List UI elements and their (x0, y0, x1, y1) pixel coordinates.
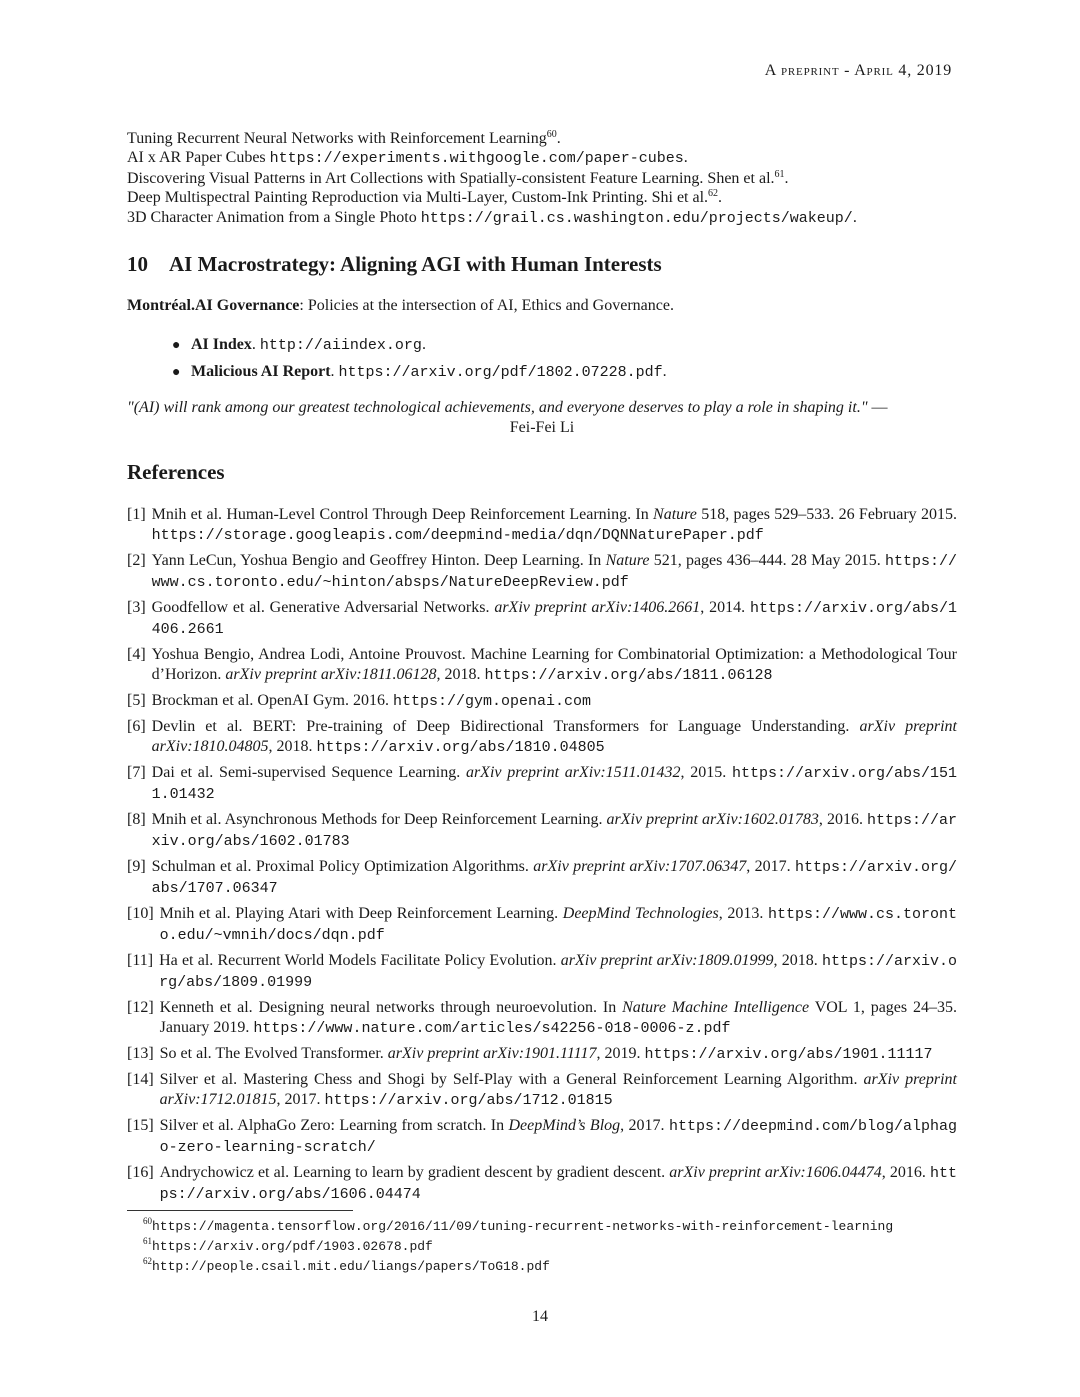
quote-dash: — (867, 399, 888, 416)
reference-text: Goodfellow et al. Generative Adversarial Networks. arXiv preprint arXiv:1406.2661, 2014. https://arxiv.org/abs/1406.2661 (151, 599, 957, 638)
intro-links (127, 129, 957, 228)
reference-url[interactable]: https://deepmind.com/blog/alphago-zero-learning-scratch/ (159, 1118, 958, 1156)
reference-label: [12] (127, 999, 154, 1016)
reference-text: Mnih et al. Asynchronous Methods for Deep Reinforcement Learning. arXiv preprint arXiv:1602.01783, 2016. https://arxiv.org/abs/1602.01783 (151, 811, 957, 850)
reference-url[interactable]: https://arxiv.org/abs/1406.2661 (151, 600, 957, 638)
reference-text: Andrychowicz et al. Learning to learn by gradient descent by gradient descent. arXiv preprint arXiv:1606.04474, 2016. https://arxiv.org/abs/1606.04474 (159, 1164, 958, 1203)
section-number: 10 (127, 252, 148, 276)
intro-line: Discovering Visual Patterns in Art Collections with Spatially-consistent Feature Learning. Shen et al.$^{61}$. (127, 168, 789, 187)
reference-item (127, 810, 957, 852)
reference-text: Silver et al. Mastering Chess and Shogi by Self-Play with a General Reinforcement Learning Algorithm. arXiv preprint arXiv:1712.01815, 2017. https://arxiv.org/abs/1712.01815 (159, 1071, 957, 1109)
list-item: ● AI Index. http://aiindex.org. (172, 332, 667, 359)
reference-text: Kenneth et al. Designing neural networks through neuroevolution. In Nature Machine Intelligence VOL 1, pages 24–35. January 2019. https://www.nature.com/articles/s42256-018-0006-z.pdf (159, 999, 957, 1037)
footnote-divider (127, 1210, 353, 1211)
reference-text: Dai et al. Semi-supervised Sequence Learning. arXiv preprint arXiv:1511.01432, 2015. https://arxiv.org/abs/1511.01432 (151, 764, 957, 803)
reference-text: Mnih et al. Playing Atari with Deep Reinforcement Learning. DeepMind Technologies, 2013. https://www.cs.toronto.edu/~vmnih/docs/dqn.pdf (159, 905, 958, 944)
footnote-item: $^{61}$https://arxiv.org/pdf/1903.02678.pdf (143, 1236, 433, 1254)
bullet-url[interactable]: https://arxiv.org/pdf/1802.07228.pdf (338, 364, 663, 381)
intro-line: Deep Multispectral Painting Reproduction via Multi-Layer, Custom-Ink Printing. Shi et al.$^{62}$. (127, 188, 723, 207)
intro-url[interactable]: https://experiments.withgoogle.com/paper-cubes (269, 150, 684, 168)
page-number: 14 (532, 1308, 548, 1325)
reference-url[interactable]: https://arxiv.org/abs/1901.11117 (644, 1046, 933, 1063)
reference-url[interactable]: https://arxiv.org/abs/1606.04474 (159, 1165, 958, 1203)
reference-url[interactable]: https://www.cs.toronto.edu/~hinton/absps/NatureDeepReview.pdf (151, 553, 958, 591)
reference-text: Devlin et al. BERT: Pre-training of Deep Bidirectional Transformers for Language Understanding. arXiv preprint arXiv:1810.04805, 2018. https://arxiv.org/abs/1810.04805 (151, 718, 958, 756)
reference-label: [8] (127, 811, 146, 828)
governance-text: : Policies at the intersection of AI, Ethics and Governance. (299, 297, 674, 314)
reference-item (127, 1044, 957, 1065)
reference-label: [3] (127, 599, 146, 616)
reference-text: Yoshua Bengio, Andrea Lodi, Antoine Prouvost. Machine Learning for Combinatorial Optimization: a Methodological Tour d’Horizon. arXiv preprint arXiv:1811.06128, 2018. https://arxiv.org/abs/1811.06128 (151, 646, 957, 684)
running-header-text: A preprint - April 4, 2019 (764, 62, 952, 79)
reference-item (127, 598, 957, 640)
reference-text: Ha et al. Recurrent World Models Facilitate Policy Evolution. arXiv preprint arXiv:1809.01999, 2018. https://arxiv.org/abs/1809.01999 (159, 952, 958, 991)
reference-label: [2] (127, 552, 146, 569)
reference-item (127, 691, 957, 712)
reference-label: [9] (127, 858, 146, 875)
reference-text: Mnih et al. Human-Level Control Through Deep Reinforcement Learning. In Nature 518, pages 529–533. 26 February 2015. https://storage.googleapis.com/deepmind-media/dqn/DQNNaturePaper.pdf (151, 506, 957, 544)
reference-text: Yann LeCun, Yoshua Bengio and Geoffrey Hinton. Deep Learning. In Nature 521, pages 436–444. 28 May 2015. https://www.cs.toronto.edu/~hinton/absps/NatureDeepReview.pdf (151, 552, 958, 591)
footnote-url[interactable]: https://magenta.tensorflow.org/2016/11/09/tuning-recurrent-networks-with-reinforcement-learning (152, 1219, 894, 1234)
reference-item (127, 551, 957, 593)
bullet-url[interactable]: http://aiindex.org (259, 337, 422, 354)
reference-url[interactable]: https://arxiv.org/abs/1511.01432 (151, 765, 957, 803)
reference-label: [16] (127, 1164, 154, 1181)
reference-label: [14] (127, 1071, 154, 1088)
reference-url[interactable]: https://gym.openai.com (392, 693, 591, 710)
reference-url[interactable]: https://storage.googleapis.com/deepmind-media/dqn/DQNNaturePaper.pdf (151, 527, 764, 544)
reference-item (127, 951, 957, 993)
reference-item (127, 904, 957, 946)
reference-label: [4] (127, 646, 146, 663)
footnote-item: $^{60}$https://magenta.tensorflow.org/2016/11/09/tuning-recurrent-networks-with-reinforcement-learning (143, 1216, 894, 1234)
governance-label: Montréal.AI Governance (127, 297, 300, 314)
reference-item (127, 998, 957, 1039)
reference-item (127, 857, 957, 899)
section-title: AI Macrostrategy: Aligning AGI with Human Interests (169, 252, 662, 276)
running-header (765, 62, 952, 80)
references-list (127, 505, 957, 1210)
reference-label: [1] (127, 506, 146, 523)
intro-url[interactable]: https://grail.cs.washington.edu/projects/wakeup/ (420, 209, 853, 227)
quote (127, 398, 957, 438)
list-item: ● Malicious AI Report. https://arxiv.org/pdf/1802.07228.pdf. (172, 359, 667, 386)
reference-item (127, 1163, 957, 1205)
bullet-icon: ● (172, 338, 181, 353)
footnote-item: $^{62}$http://people.csail.mit.edu/liangs/papers/ToG18.pdf (143, 1256, 550, 1274)
reference-url[interactable]: https://arxiv.org/abs/1707.06347 (151, 859, 957, 897)
reference-url[interactable]: https://arxiv.org/abs/1811.06128 (484, 667, 773, 684)
reference-url[interactable]: https://www.cs.toronto.edu/~vmnih/docs/dqn.pdf (159, 906, 958, 944)
reference-label: [5] (127, 692, 146, 709)
reference-url[interactable]: https://arxiv.org/abs/1810.04805 (316, 739, 605, 756)
reference-item (127, 505, 957, 546)
reference-text: Schulman et al. Proximal Policy Optimization Algorithms. arXiv preprint arXiv:1707.06347, 2017. https://arxiv.org/abs/1707.06347 (151, 858, 957, 897)
reference-label: [15] (127, 1117, 154, 1134)
reference-item (127, 1070, 957, 1111)
intro-line: AI x AR Paper Cubes https://experiments.withgoogle.com/paper-cubes. (127, 149, 688, 168)
intro-line: Tuning Recurrent Neural Networks with Reinforcement Learning$^{60}$. (127, 129, 561, 147)
reference-text: Silver et al. AlphaGo Zero: Learning from scratch. In DeepMind’s Blog, 2017. https://deepmind.com/blog/alphago-zero-learning-scratch/ (159, 1117, 958, 1156)
reference-text: Brockman et al. OpenAI Gym. 2016. https://gym.openai.com (151, 692, 591, 710)
reference-item (127, 717, 957, 758)
reference-item (127, 763, 957, 805)
reference-label: [7] (127, 764, 146, 781)
reference-item (127, 1116, 957, 1158)
bullet-icon: ● (172, 365, 181, 380)
reference-label: [11] (127, 952, 154, 969)
footnote-url[interactable]: http://people.csail.mit.edu/liangs/papers/ToG18.pdf (152, 1259, 550, 1274)
reference-text: So et al. The Evolved Transformer. arXiv preprint arXiv:1901.11117, 2019. https://arxiv.org/abs/1901.11117 (159, 1045, 933, 1063)
quote-text: "(AI) will rank among our greatest technological achievements, and everyone deserves to play a role in shaping it." (127, 399, 868, 416)
reference-label: [10] (127, 905, 154, 922)
reference-url[interactable]: https://arxiv.org/abs/1809.01999 (159, 953, 958, 991)
footnotes (143, 1216, 893, 1276)
quote-author: Fei-Fei Li (509, 419, 575, 436)
intro-line: 3D Character Animation from a Single Photo https://grail.cs.washington.edu/projects/wakeup/. (127, 208, 857, 227)
reference-url[interactable]: https://www.nature.com/articles/s42256-018-0006-z.pdf (253, 1020, 731, 1037)
reference-url[interactable]: https://arxiv.org/abs/1602.01783 (151, 812, 957, 850)
reference-label: [13] (127, 1045, 154, 1062)
section-heading (127, 252, 662, 277)
bullet-list (172, 332, 667, 386)
references-heading: References (127, 460, 225, 484)
reference-item (127, 645, 957, 686)
footnote-url[interactable]: https://arxiv.org/pdf/1903.02678.pdf (152, 1239, 433, 1254)
reference-url[interactable]: https://arxiv.org/abs/1712.01815 (324, 1092, 613, 1109)
reference-label: [6] (127, 718, 146, 735)
governance-line (127, 296, 957, 315)
